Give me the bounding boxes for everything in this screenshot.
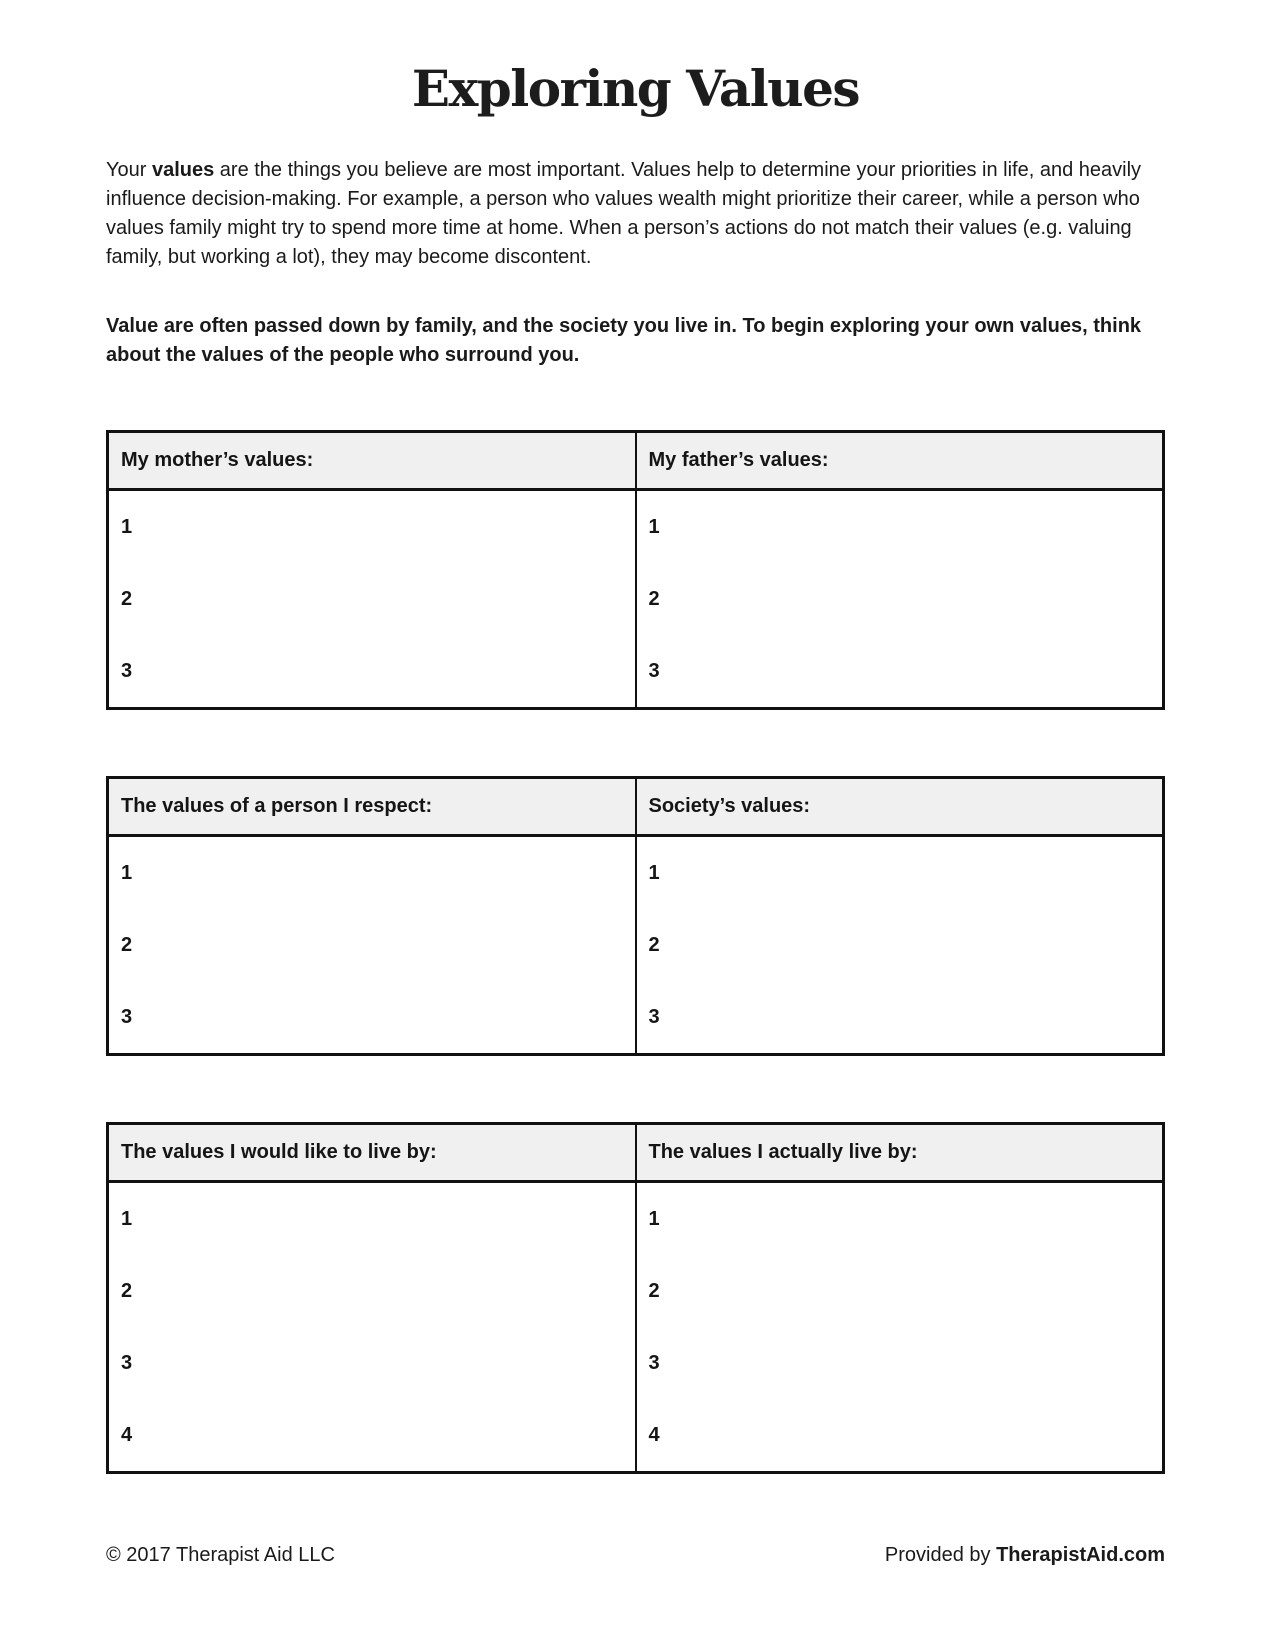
value-entry-area [660,635,1162,707]
value-entry-area [132,1327,634,1399]
value-entry-area [660,837,1162,909]
value-entry-area [660,981,1162,1053]
column-header-fathers-values: My father’s values: [635,433,1163,488]
site-name: TherapistAid.com [996,1544,1165,1566]
value-row [109,837,635,909]
row-number: 1 [121,1207,133,1230]
values-table-family [106,430,1165,710]
values-table-respect-society [106,776,1165,1056]
value-entry-area [132,1399,634,1471]
value-entry-area [132,837,634,909]
row-number: 2 [648,1279,660,1302]
value-entry-area [132,563,634,635]
row-number: 1 [121,861,133,884]
value-row [637,909,1163,981]
value-row [637,491,1163,563]
value-row [109,1183,635,1255]
intro-text-prefix: Your [106,159,152,181]
table-header-row [109,433,1162,491]
value-entry-area [660,1255,1162,1327]
table-header-row [109,1125,1162,1183]
column-header-mothers-values: My mother’s values: [121,449,314,471]
societys-values-column [635,837,1163,1053]
value-row [109,563,635,635]
provided-by-label: Provided by [884,1544,997,1566]
intro-bold-term: values [151,159,215,181]
fathers-values-column [635,491,1163,707]
values-table-personal [106,1122,1165,1474]
value-row [637,1183,1163,1255]
value-entry-area [660,491,1162,563]
value-entry-area [660,1183,1162,1255]
row-number: 3 [121,1351,133,1374]
row-number: 2 [648,587,660,610]
provided-by-text [885,1544,1165,1567]
row-number: 1 [648,515,660,538]
values-actually-column [635,1183,1163,1471]
value-entry-area [660,1399,1162,1471]
value-row [109,1255,635,1327]
worksheet-content [106,0,1165,1474]
row-number: 1 [648,861,660,884]
value-row [637,1327,1163,1399]
table-body [109,1183,1162,1471]
row-number: 3 [648,659,660,682]
value-entry-area [132,1255,634,1327]
instruction-paragraph: Value are often passed down by family, and the society you live in. To begin exploring your own values, think about the values of the people who surround you. [106,315,1142,366]
table-body [109,837,1162,1053]
value-row [637,563,1163,635]
row-number: 4 [121,1423,133,1446]
column-header-values-actually: The values I actually live by: [635,1125,1163,1180]
value-entry-area [660,1327,1162,1399]
value-entry-area [132,491,634,563]
copyright-text: © 2017 Therapist Aid LLC [106,1544,335,1566]
value-row [109,909,635,981]
row-number: 2 [121,587,133,610]
column-header-person-i-respect: The values of a person I respect: [121,795,433,817]
row-number: 2 [121,933,133,956]
row-number: 2 [648,933,660,956]
row-number: 2 [121,1279,133,1302]
value-row [637,981,1163,1053]
value-row [637,837,1163,909]
value-entry-area [132,1183,634,1255]
column-header-societys-values: Society’s values: [635,779,1163,834]
page-title: Exploring Values [411,59,860,118]
value-row [637,1399,1163,1471]
row-number: 1 [648,1207,660,1230]
page-footer [106,1544,1165,1567]
value-entry-area [132,909,634,981]
value-row [637,1255,1163,1327]
mothers-values-column [109,491,635,707]
row-number: 1 [121,515,133,538]
values-would-like-column [109,1183,635,1471]
column-header-values-would-like: The values I would like to live by: [121,1141,437,1163]
table-header-row [109,779,1162,837]
value-row [109,491,635,563]
row-number: 3 [121,1005,133,1028]
value-row [109,1399,635,1471]
value-entry-area [132,981,634,1053]
value-row [109,635,635,707]
row-number: 3 [648,1351,660,1374]
person-i-respect-column [109,837,635,1053]
value-entry-area [660,563,1162,635]
intro-paragraph [106,156,1165,272]
row-number: 3 [121,659,133,682]
value-row [109,981,635,1053]
row-number: 3 [648,1005,660,1028]
table-body [109,491,1162,707]
value-row [637,635,1163,707]
intro-text-rest: are the things you believe are most important. Values help to determine your priorities in life, and heavily influence decision-making. For example, a person who values wealth might prioritize their career, while a person who values family might try to spend more time at home. When a person’s actions do not match their values (e.g. valuing family, but working a lot), they may become discontent. [106,159,1142,268]
row-number: 4 [648,1423,660,1446]
value-entry-area [132,635,634,707]
value-entry-area [660,909,1162,981]
value-row [109,1327,635,1399]
